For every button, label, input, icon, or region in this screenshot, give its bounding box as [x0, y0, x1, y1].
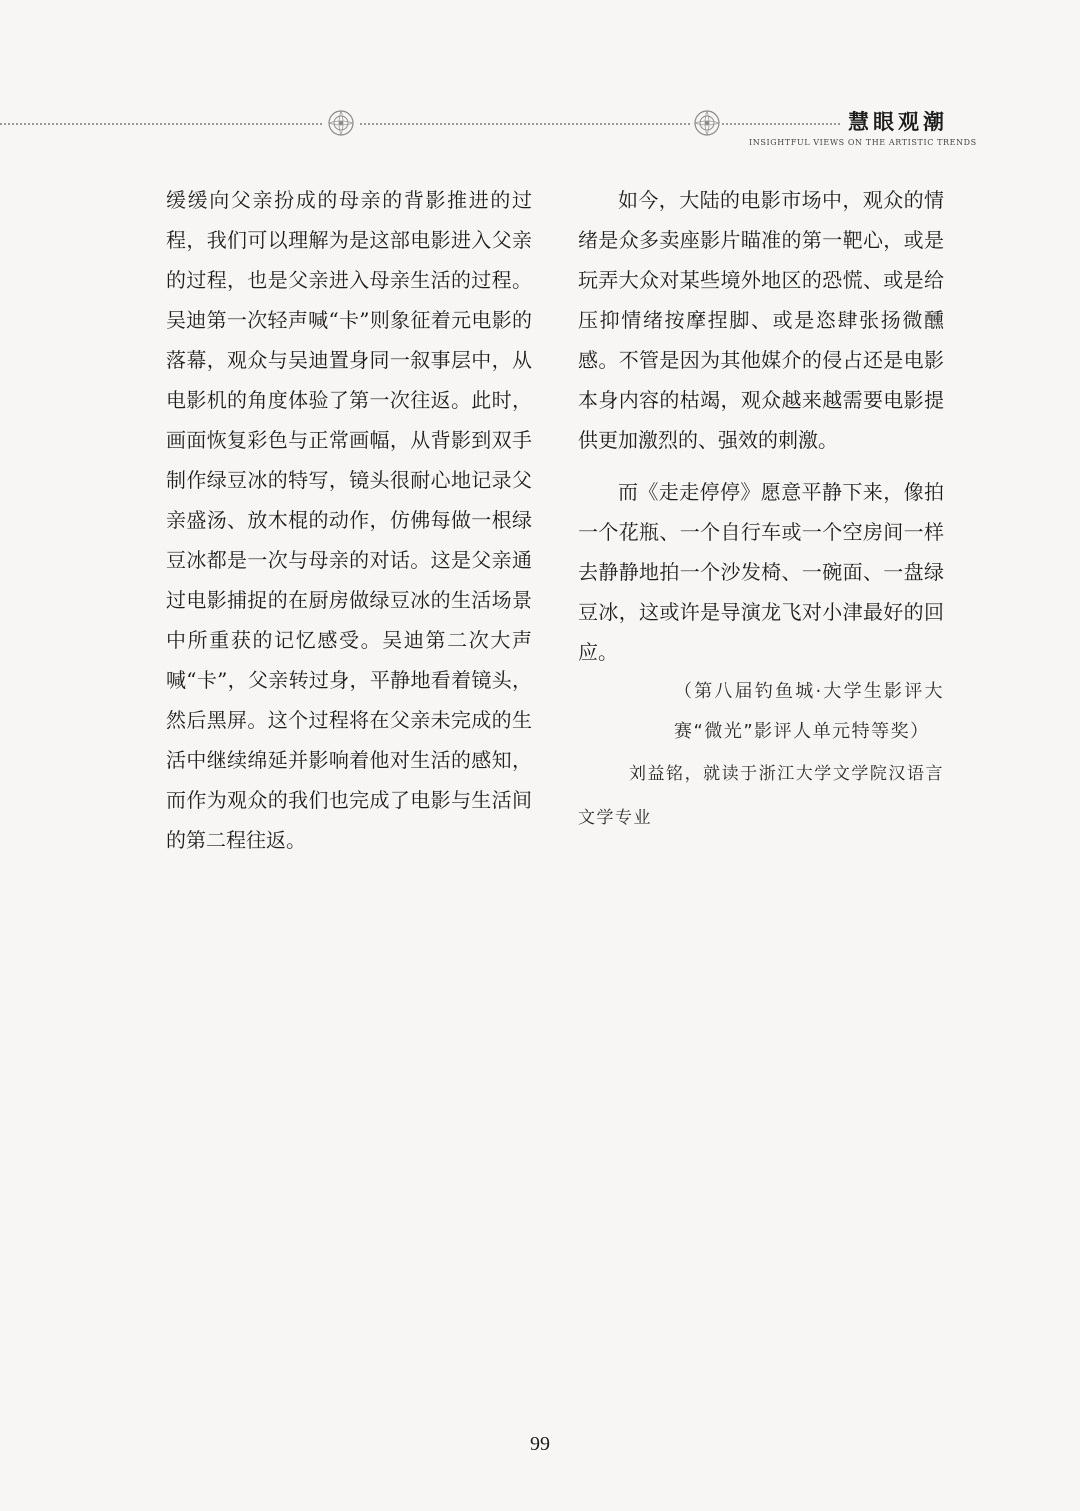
header-rule-left	[0, 123, 322, 125]
section-subtitle: INSIGHTFUL VIEWS ON THE ARTISTIC TRENDS	[749, 138, 977, 147]
ornament-icon	[692, 108, 722, 138]
author-bio: 刘益铭，就读于浙江大学文学院汉语言文学专业	[578, 764, 944, 828]
body-paragraph: 而《走走停停》愿意平静下来，像拍一个花瓶、一个自行车或一个空房间一样去静静地拍一个沙发椅、一碗面、一盘绿豆冰，这或许是导演龙飞对小津最好的回应。	[578, 480, 944, 664]
award-note: （第八届钓鱼城·大学生影评大赛“微光”影评人单元特等奖）	[674, 681, 944, 742]
page-number: 99	[530, 1433, 550, 1455]
right-column	[578, 180, 944, 840]
section-title: 慧眼观潮	[848, 109, 948, 134]
header-rule-middle	[360, 123, 690, 125]
header-rule-right	[722, 123, 840, 125]
left-column	[166, 180, 532, 860]
body-paragraph: 缓缓向父亲扮成的母亲的背影推进的过程，我们可以理解为是这部电影进入父亲的过程，也是父亲进入母亲生活的过程。吴迪第一次轻声喊“卡”则象征着元电影的落幕，观众与吴迪置身同一叙事层中，从电影机的角度体验了第一次往返。此时，画面恢复彩色与正常画幅，从背影到双手制作绿豆冰的特写，镜头很耐心地记录父亲盛汤、放木棍的动作，仿佛每做一根绿豆冰都是一次与母亲的对话。这是父亲通过电影捕捉的在厨房做绿豆冰的生活场景中所重获的记忆感受。吴迪第二次大声喊“卡”，父亲转过身，平静地看着镜头，然后黑屏。这个过程将在父亲未完成的生活中继续绵延并影响着他对生活的感知，而作为观众的我们也完成了电影与生活间的第二程往返。	[166, 188, 532, 852]
body-paragraph: 如今，大陆的电影市场中，观众的情绪是众多卖座影片瞄准的第一靶心，或是玩弄大众对某些境外地区的恐慌、或是给压抑情绪按摩捏脚、或是恣肆张扬微醺感。不管是因为其他媒介的侵占还是电影本身内容的枯竭，观众越来越需要电影提供更加激烈的、强效的刺激。	[578, 188, 944, 452]
ornament-icon	[326, 108, 356, 138]
